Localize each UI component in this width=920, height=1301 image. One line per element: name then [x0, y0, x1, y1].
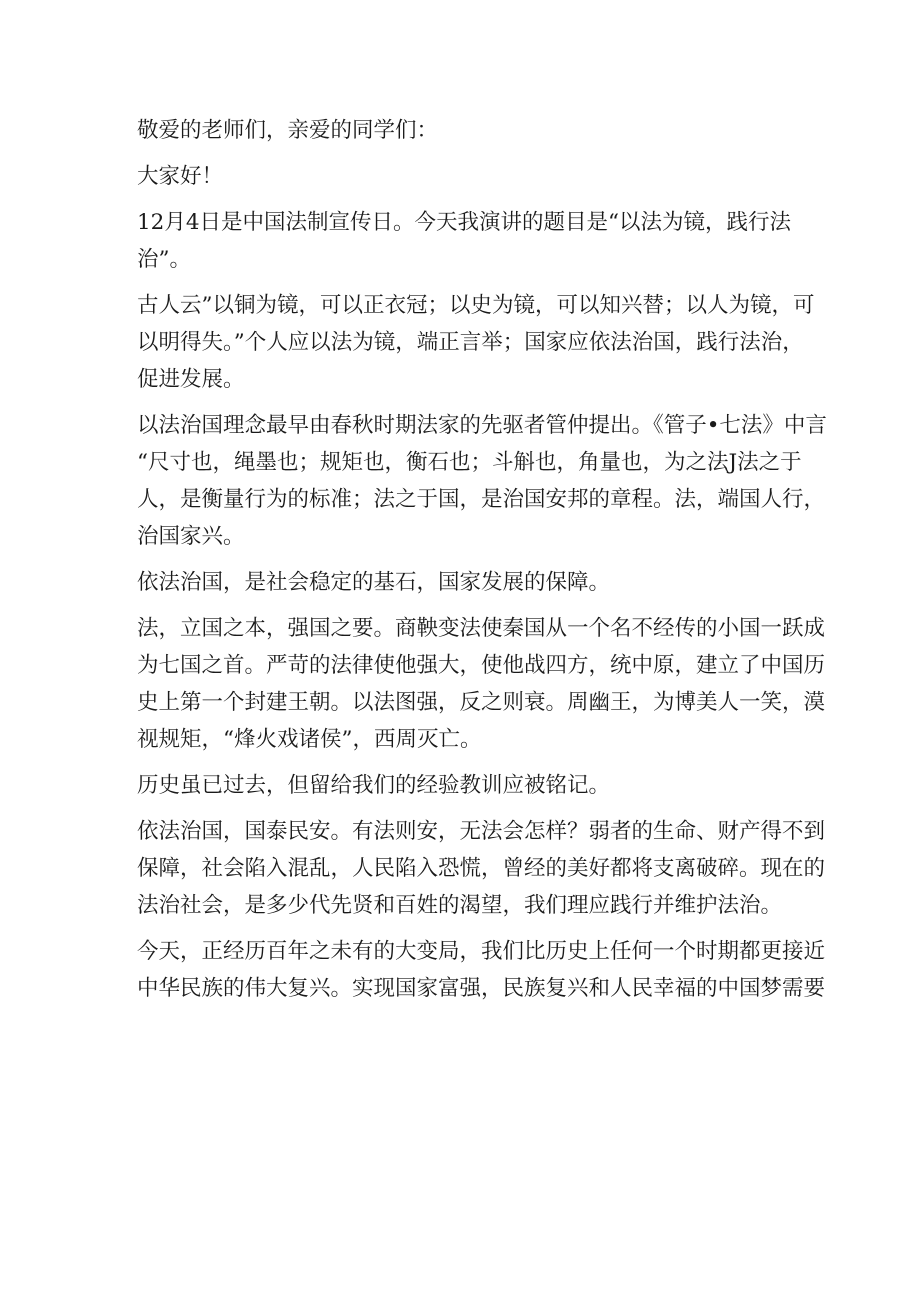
- text-line: 以明得失。”个人应以法为镜，端正言举；国家应依法治国，践行法治，: [137, 330, 804, 355]
- text-line: 大家好！: [137, 164, 224, 189]
- text-line: 保障，社会陷入混乱，人民陷入恐慌，曾经的美好都将支离破碎。现在的: [137, 856, 826, 881]
- paragraph: [137, 204, 797, 278]
- paragraph: [137, 407, 827, 555]
- text-line: 依法治国，国泰民安。有法则安，无法会怎样？弱者的生命、财产得不到: [137, 819, 826, 844]
- text-line: “尺寸也，绳墨也；规矩也，衡石也；斗斛也，角量也，为之法J法之于: [137, 450, 802, 475]
- text-line: 古人云”以铜为镜，可以正衣冠；以史为镜，可以知兴替；以人为镜，可: [137, 293, 815, 318]
- paragraph: [137, 767, 797, 804]
- text-line: 中华民族的伟大复兴。实现国家富强，民族复兴和人民幸福的中国梦需要: [137, 976, 826, 1001]
- paragraph: [137, 287, 815, 398]
- text-line: 治国家兴。: [137, 524, 245, 549]
- text-line: 12月4日是中国法制宣传日。今天我演讲的题目是“以法为镜，践行法: [137, 210, 792, 235]
- text-line: 治”。: [137, 247, 191, 272]
- text-line: 人，是衡量行为的标准；法之于国，是治国安邦的章程。法，端国人行，: [137, 487, 826, 512]
- text-line: 法，立国之本，强国之要。商鞅变法使秦国从一个名不经传的小国一跃成: [137, 616, 826, 641]
- text-line: 法治社会，是多少代先贤和百姓的渴望，我们理应践行并维护法治。: [137, 893, 783, 918]
- paragraph: [137, 933, 826, 1007]
- paragraph: [137, 112, 797, 149]
- text-line: 依法治国，是社会稳定的基石，国家发展的保障。: [137, 570, 611, 595]
- paragraph: [137, 813, 826, 924]
- text-line: 今天，正经历百年之未有的大变局，我们比历史上任何一个时期都更接近: [137, 939, 826, 964]
- text-line: 视规矩，“烽火戏诸侯”，西周灭亡。: [137, 727, 482, 752]
- paragraph: [137, 610, 826, 758]
- paragraph: [137, 158, 797, 195]
- text-line: 以法治国理念最早由春秋时期法家的先驱者管仲提出。《管子•七法》中言: [137, 413, 827, 438]
- document-body: [137, 112, 827, 1007]
- text-line: 促进发展。: [137, 367, 245, 392]
- paragraph: [137, 564, 797, 601]
- text-line: 史上第一个封建王朝。以法图强，反之则衰。周幽王，为博美人一笑，漠: [137, 690, 826, 715]
- text-line: 敬爱的老师们，亲爱的同学们：: [137, 118, 439, 143]
- text-line: 为七国之首。严苛的法律使他强大，使他战四方，统中原，建立了中国历: [137, 653, 826, 678]
- text-line: 历史虽已过去，但留给我们的经验教训应被铭记。: [137, 773, 611, 798]
